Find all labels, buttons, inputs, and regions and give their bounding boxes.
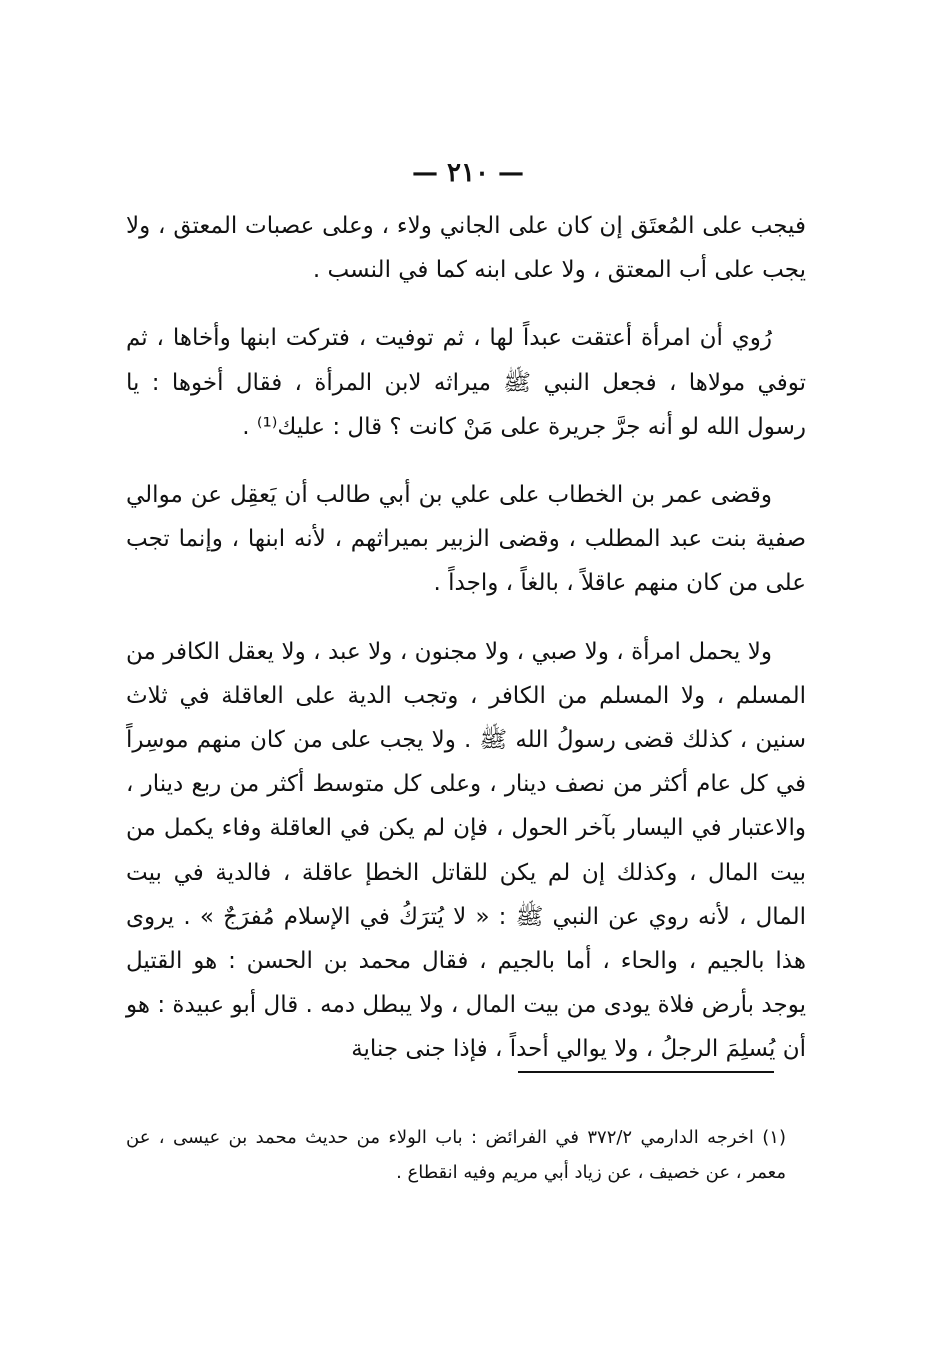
page-number: — ٢١٠ — <box>411 158 525 188</box>
footnote-separator <box>518 1071 774 1073</box>
paragraph-1: فيجب على المُعتَق إن كان على الجاني ولاء ، وعلى عصبات المعتق ، ولا يجب على أب المعتق ، ولا على ابنه كما في النسب . <box>126 213 806 284</box>
main-text <box>126 204 806 1096</box>
footnote: (١) اخرجه الدارمي ٣٧٢/٢ في الفرائض : باب الولاء من حديث محمد بن عيسى ، عن معمر ، عن خصيف ، عن زياد أبي مريم وفيه انقطاع . <box>126 1127 786 1183</box>
paragraph-3: وقضى عمر بن الخطاب على علي بن أبي طالب أن يَعقِل عن موالي صفية بنت عبد المطلب ، وقضى الزبير بميراثهم ، لأنه ابنها ، وإنما تجب على من كان منهم عاقلاً ، بالغاً ، واجداً . <box>126 482 806 597</box>
paragraph-4: ولا يحمل امرأة ، ولا صبي ، ولا مجنون ، ولا عبد ، ولا يعقل الكافر من المسلم ، ولا المسلم من الكافر ، وتجب الدية على العاقلة في ثلاث سنين ، كذلك قضى رسولُ الله ﷺ . ولا يجب على من كان منهم موسِراً في كل عام أكثر من نصف دينار ، وعلى كل متوسط أكثر من ربع دينار ، والاعتبار في اليسار بآخر الحول ، فإن لم يكن في العاقلة وفاء يكمل من بيت المال ، وكذلك إن لم يكن للقاتل الخطإ عاقلة ، فالدية في بيت المال ، لأنه روي عن النبي ﷺ : « لا يُترَكُ في الإسلام مُفرَجٌ » . يروى هذا بالجيم ، والحاء ، أما بالجيم ، فقال محمد بن الحسن : هو القتيل يوجد بأرض فلاة يودى من بيت المال ، ولا يبطل دمه . قال أبو عبيدة : هو أن يُسلِمَ الرجلُ ، ولا يوالي أحداً ، فإذا جنى جناية <box>126 638 806 1063</box>
paragraph-2: رُوي أن امرأة أعتقت عبداً لها ، ثم توفيت ، فتركت ابنها وأخاها ، ثم توفي مولاها ، فجعل النبي ﷺ ميراثه لابن المرأة ، فقال أخوها : يا رسول الله لو أنه جرَّ جريرة على مَنْ كانت ؟ قال : عليك⁽¹⁾ . <box>126 325 806 440</box>
